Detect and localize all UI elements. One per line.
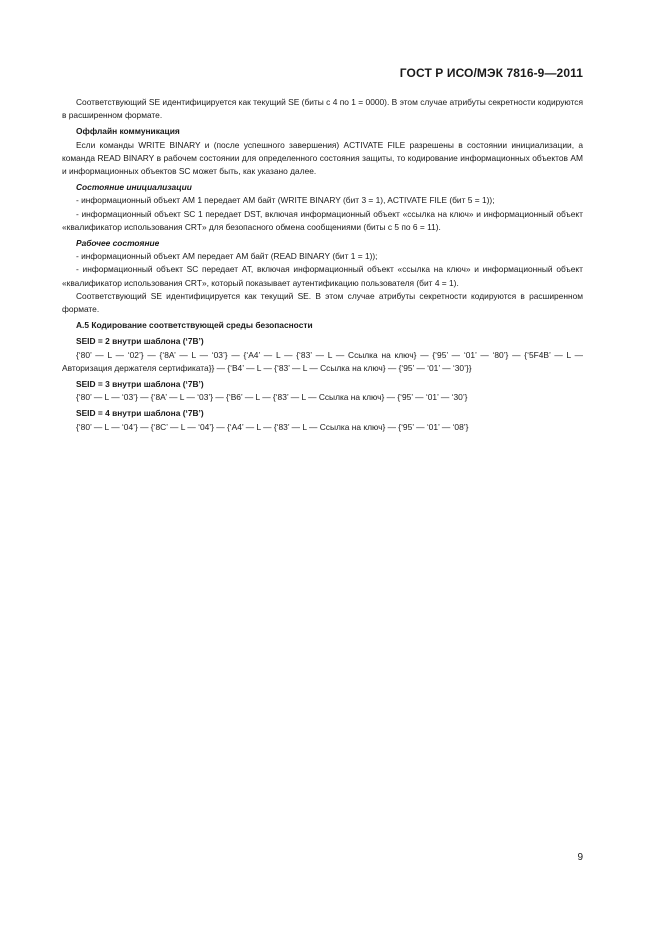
seid-heading: SEID = 4 внутри шаблона (‘7В’) bbox=[76, 408, 204, 419]
list-item: - информационный объект SC передает АТ, включая информационный объект «ссылка на ключ» и информационный объект «квалификатор использования CRT», который показывает аутентификацию пользователя (бит 4 = 1). bbox=[62, 264, 583, 288]
section-heading: Оффлайн коммуникация bbox=[76, 126, 180, 137]
subsection-heading: Рабочее состояние bbox=[76, 238, 160, 249]
document-header: ГОСТ Р ИСО/МЭК 7816-9—2011 bbox=[399, 66, 583, 80]
paragraph: Соответствующий SE идентифицируется как текущий SE. В этом случае атрибуты секретности кодируются в расширенном формате. bbox=[62, 290, 583, 315]
subsection-heading: Состояние инициализации bbox=[76, 182, 192, 193]
list-item: - информационный объект SC 1 передает DST, включая информационный объект «ссылка на ключ» и информационный объект «квалификатор использования CRT» для безопасного обмена сообщениями (биты с 5 по 6 = 11). bbox=[62, 208, 583, 232]
seid-coding: {‘80’ — L — ‘04’} — {‘8С’ — L — ‘04’} — {‘А4’ — L — {‘83’ — L — Ссылка на ключ} — {‘95’ — ‘01’ — ‘08’} bbox=[76, 421, 469, 432]
page-number: 9 bbox=[577, 852, 583, 863]
seid-coding: {‘80’ — L — ‘03’} — {‘8А’ — L — ‘03’} — {‘В6’ — L — {‘83’ — L — Ссылка на ключ} — {‘95’ — ‘01’ — ‘30’} bbox=[76, 392, 468, 403]
seid-coding: {‘80’ — L — ‘02’} — {‘8А’ — L — ‘03’} — {‘А4’ — L — {‘83’ — L — Ссылка на ключ} — {‘95’ — ‘01’ — ‘80’} — {‘5F4В’ — L — Авторизация держателя сертификата}} — {‘В4’ — L — {‘83’ — L — Ссылка на ключ} — {‘95’ — ‘01’ — ‘30’}} bbox=[62, 349, 583, 373]
document-body bbox=[62, 96, 583, 434]
section-heading: А.5 Кодирование соответствующей среды безопасности bbox=[76, 320, 313, 331]
seid-heading: SEID = 2 внутри шаблона (‘7В’) bbox=[76, 336, 204, 347]
paragraph: Если команды WRITE BINARY и (после успешного завершения) ACTIVATE FILE разрешены в состоянии инициализации, а команда READ BINARY в рабочем состоянии для определенного состояния защиты, то кодирование информационных объектов АМ и информационных объектов SC может быть, как указано далее. bbox=[62, 139, 583, 177]
paragraph: Соответствующий SE идентифицируется как текущий SE (биты с 4 по 1 = 0000). В этом случае атрибуты секретности кодируются в расширенном формате. bbox=[62, 97, 583, 121]
list-item: - информационный объект АМ передает АМ байт (READ BINARY (бит 1 = 1)); bbox=[76, 251, 378, 262]
list-item: - информационный объект АМ 1 передает АМ байт (WRITE BINARY (бит 3 = 1), ACTIVATE FILE (бит 5 = 1)); bbox=[76, 195, 495, 206]
seid-heading: SEID = 3 внутри шаблона (‘7В’) bbox=[76, 379, 204, 390]
